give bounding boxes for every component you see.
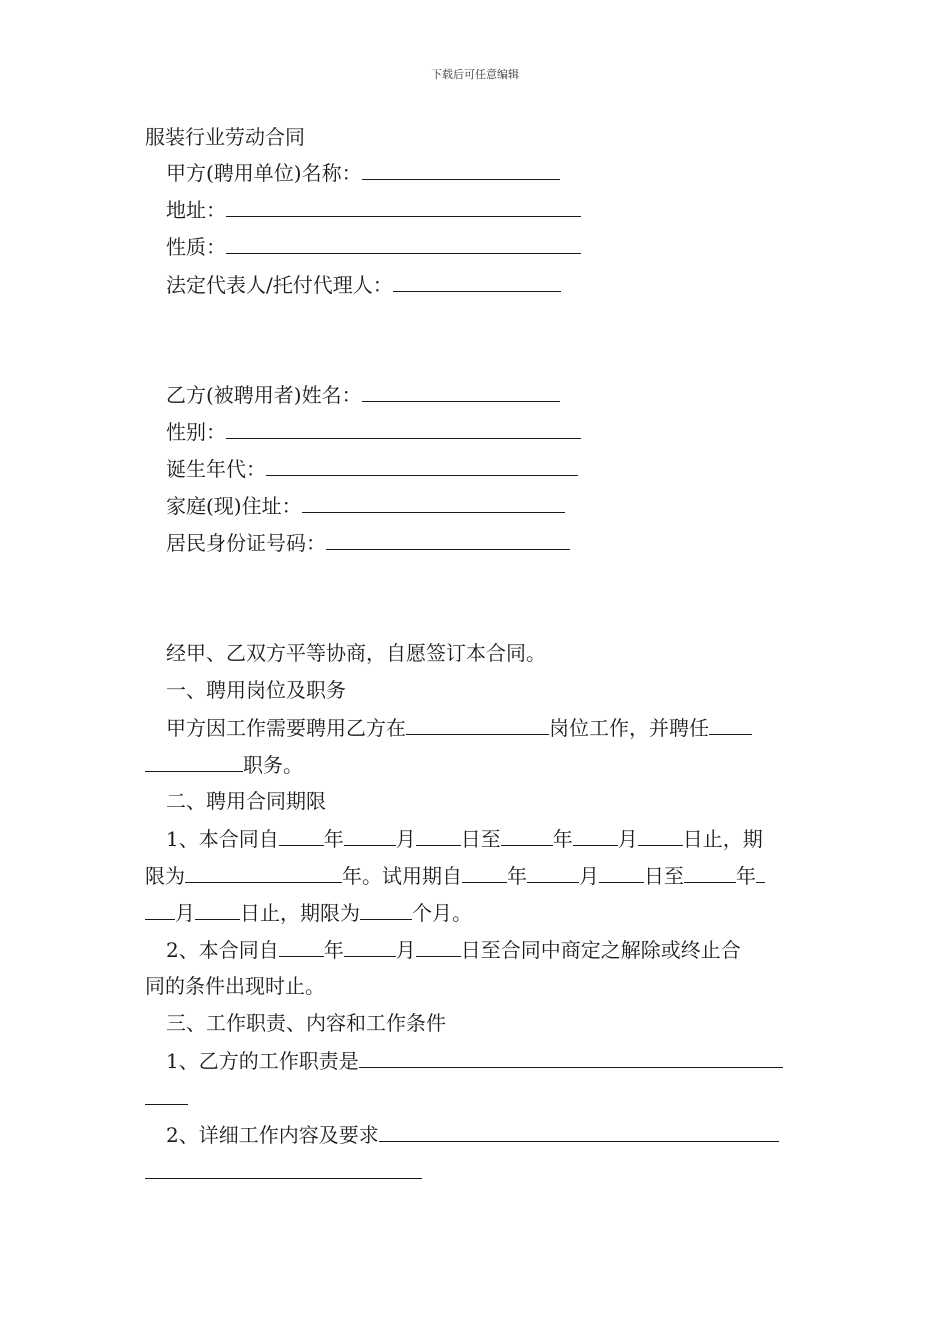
party-b-gender-row <box>166 418 581 445</box>
year-text: 年 <box>323 938 344 962</box>
party-a-address-row <box>166 196 581 223</box>
sec2-item1-label: 1、本合同自 <box>166 827 279 851</box>
sec3-item1-label: 1、乙方的工作职责是 <box>166 1049 359 1073</box>
day-end2-text: 日止，期限为 <box>240 901 360 925</box>
open-year-blank <box>279 936 324 957</box>
intro-paragraph: 经甲、乙双方平等协商，自愿签订本合同。 <box>166 641 546 665</box>
months-text: 个月。 <box>412 901 472 925</box>
year-text: 年 <box>507 864 527 888</box>
party-b-name-blank <box>362 381 560 402</box>
section-2-title: 二、聘用合同期限 <box>166 789 326 813</box>
party-a-rep-label: 法定代表人/托付代理人： <box>166 273 393 297</box>
party-b-id-blank <box>326 529 570 550</box>
trial-day-blank <box>599 862 644 883</box>
end-year-blank <box>501 825 553 846</box>
limit-for-text: 限为 <box>145 864 185 888</box>
party-a-nature-label: 性质： <box>166 235 226 259</box>
details-blank-part1 <box>379 1121 779 1142</box>
duties-blank-part2 <box>145 1084 188 1105</box>
open-day-blank <box>416 936 461 957</box>
end-month-blank <box>573 825 618 846</box>
year-text: 年 <box>323 827 344 851</box>
party-b-home-blank <box>302 492 565 513</box>
party-b-gender-label: 性别： <box>166 420 226 444</box>
document-title: 服装行业劳动合同 <box>145 125 305 149</box>
trial-end-year-blank <box>684 862 736 883</box>
party-b-name-label: 乙方(被聘用者)姓名： <box>166 383 362 407</box>
term-years-blank <box>185 862 342 883</box>
party-a-name-blank <box>362 159 560 180</box>
month-text: 月 <box>175 901 195 925</box>
party-b-id-row <box>166 529 570 556</box>
party-a-nature-row <box>166 233 581 260</box>
trial-month-blank <box>527 862 579 883</box>
party-b-home-label: 家庭(现)住址： <box>166 494 302 518</box>
month-text: 月 <box>579 864 599 888</box>
open-month-blank <box>344 936 396 957</box>
section-2-item2-line1 <box>166 936 741 963</box>
sec3-item2-label: 2、详细工作内容及要求 <box>166 1123 379 1147</box>
month-text: 月 <box>395 827 416 851</box>
section-2-item1-line3 <box>145 899 472 926</box>
month-text: 月 <box>395 938 416 962</box>
day-end-text: 日止，期 <box>682 827 763 851</box>
details-blank-part2 <box>145 1158 422 1179</box>
start-year-blank <box>279 825 324 846</box>
sec1-text-a: 甲方因工作需要聘用乙方在 <box>166 716 406 740</box>
title-blank-part2 <box>145 751 243 772</box>
section-1-paragraph-line2 <box>145 751 303 778</box>
party-b-birth-label: 诞生年代： <box>166 457 266 481</box>
year-text: 年 <box>736 864 756 888</box>
party-a-rep-row <box>166 271 561 298</box>
party-b-birth-blank <box>266 455 578 476</box>
trial-end-month-blank-part1 <box>756 862 765 883</box>
title-blank-part1 <box>709 714 752 735</box>
sec2-item2-label: 2、本合同自 <box>166 938 279 962</box>
start-month-blank <box>344 825 396 846</box>
month-text: 月 <box>617 827 638 851</box>
sec1-text-b: 岗位工作，并聘任 <box>549 716 709 740</box>
party-b-id-label: 居民身份证号码： <box>166 531 326 555</box>
party-a-address-blank <box>226 196 581 217</box>
section-2-item2-line2: 同的条件出现时止。 <box>145 974 325 998</box>
sec2-item2-tail: 日至合同中商定之解除或终止合 <box>460 938 741 962</box>
trial-months-blank <box>360 899 412 920</box>
day-to-text: 日至 <box>460 827 501 851</box>
year-text: 年 <box>552 827 573 851</box>
section-2-item1-line2 <box>145 862 765 889</box>
trial-end-month-blank-part2 <box>145 899 175 920</box>
sec1-text-c: 职务。 <box>243 753 303 777</box>
start-day-blank <box>416 825 461 846</box>
post-blank <box>406 714 549 735</box>
header-note: 下载后可任意编辑 <box>431 68 519 81</box>
party-b-home-row <box>166 492 565 519</box>
section-3-item2-line2 <box>145 1158 422 1185</box>
trial-end-day-blank <box>195 899 240 920</box>
section-3-item2-line1 <box>166 1121 779 1148</box>
party-b-name-row <box>166 381 560 408</box>
trial-year-blank <box>462 862 507 883</box>
section-3-item1-line1 <box>166 1047 783 1074</box>
trial-text: 年。试用期自 <box>342 864 462 888</box>
end-day-blank <box>638 825 683 846</box>
day-to-text: 日至 <box>644 864 684 888</box>
party-b-gender-blank <box>226 418 581 439</box>
party-a-nature-blank <box>226 233 581 254</box>
section-1-paragraph-line1 <box>166 714 752 741</box>
section-2-item1-line1 <box>166 825 763 852</box>
party-a-address-label: 地址： <box>166 198 226 222</box>
party-b-birth-row <box>166 455 578 482</box>
party-a-name-row <box>166 159 560 186</box>
party-a-rep-blank <box>393 271 561 292</box>
section-3-title: 三、工作职责、内容和工作条件 <box>166 1011 446 1035</box>
section-3-item1-line2 <box>145 1084 188 1111</box>
section-1-title: 一、聘用岗位及职务 <box>166 678 346 702</box>
duties-blank-part1 <box>359 1047 783 1068</box>
party-a-name-label: 甲方(聘用单位)名称： <box>166 161 362 185</box>
